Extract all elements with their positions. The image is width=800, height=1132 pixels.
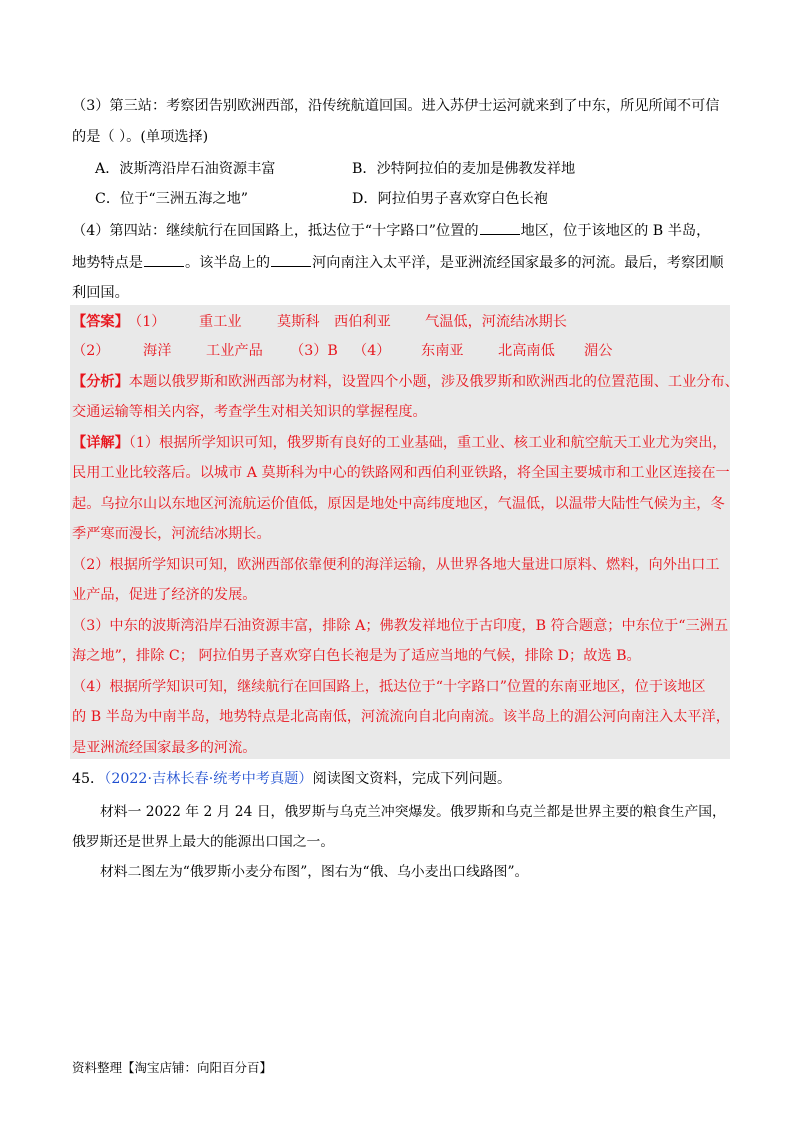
q3-option-b: B．沙特阿拉伯的麦加是佛教发祥地: [352, 161, 576, 177]
answer-item: 莫斯科: [277, 314, 320, 330]
answer-item: （2）: [72, 343, 110, 359]
detail-line: （4）根据所学知识可知，继续航行在回国路上，抵达位于“十字路口”位置的东南亚地区，位于该地区: [72, 679, 706, 695]
detail-line: 季严寒而漫长，河流结冰期长。: [72, 526, 271, 542]
answer-item: 海洋: [143, 343, 172, 359]
q3-stem-line1: （3）第三站：考察团告别欧洲西部，沿传统航道回国。进入苏伊士运河就来到了中东，所见所闻不可信: [72, 98, 720, 114]
question-source-link[interactable]: （2022·吉林长春·统考中考真题）: [104, 771, 313, 787]
detail-line: 起。乌拉尔山以东地区河流航运价值低，原因是地处中高纬度地区，气温低，以温带大陆性气候为主，冬: [72, 496, 725, 512]
q4-text: 地区，位于该地区的 B 半岛，: [520, 223, 711, 239]
detail-label: 【详解】: [72, 435, 129, 451]
answer-item: 工业产品: [206, 343, 263, 359]
answer-item: 西伯利亚: [334, 314, 391, 330]
answer-item: 北高南低: [498, 343, 555, 359]
material1-line2: 俄罗斯还是世界上最大的能源出口国之一。: [72, 834, 335, 850]
answer-item: （3）B: [290, 343, 338, 359]
material1-line1: 材料一 2022 年 2 月 24 日，俄罗斯与乌克兰冲突爆发。俄罗斯和乌克兰都是世界主要的粮食生产国，: [100, 804, 726, 820]
q45-heading: [72, 769, 732, 789]
analysis-label: 【分析】: [72, 374, 129, 390]
analysis-line2: 交通运输等相关内容，考查学生对相关知识的掌握程度。: [72, 404, 427, 420]
detail-line: （3）中东的波斯湾沿岸石油资源丰富，排除 A；佛教发祥地位于古印度，B 符合题意；中东位于“三洲五: [72, 618, 729, 634]
detail-line: 是亚洲流经国家最多的河流。: [72, 740, 257, 756]
answer-label: 【答案】: [72, 314, 129, 330]
q3-option-c: C．位于“三洲五海之地”: [95, 191, 249, 207]
answer-item: （4）: [353, 343, 391, 359]
answer-item: （1）: [128, 314, 166, 330]
detail-text: （1）根据所学知识可知，俄罗斯有良好的工业基础，重工业、核工业和航空航天工业尤为突出，: [128, 435, 727, 451]
detail-line: 海之地”，排除 C； 阿拉伯男子喜欢穿白色长袍是为了适应当地的气候，排除 D；故选 B。: [72, 648, 641, 664]
answer-blank: [271, 252, 311, 267]
answer-item: 湄公: [584, 343, 613, 359]
answer-item: 东南亚: [421, 343, 464, 359]
question-instruction: 阅读图文资料，完成下列问题。: [312, 771, 512, 787]
analysis-text: 本题以俄罗斯和欧洲西部为材料，设置四个小题，涉及俄罗斯和欧洲西北的位置范围、工业分布、: [128, 374, 739, 390]
answer-item: 重工业: [199, 314, 242, 330]
answer-blank: [144, 252, 184, 267]
q4-text: 河向南注入太平洋，是亚洲流经国家最多的河流。最后，考察团顺: [312, 255, 724, 271]
detail-line: 业产品，促进了经济的发展。: [72, 587, 257, 603]
material2-line: 材料二图左为“俄罗斯小麦分布图”，图右为“俄、乌小麦出口线路图”。: [100, 864, 529, 880]
answer-blank: [480, 220, 520, 235]
q4-text: 。该半岛上的: [184, 255, 271, 271]
analysis-line1: [72, 372, 739, 392]
answer-item: 气温低，河流结冰期长: [425, 314, 567, 330]
detail-line: （2）根据所学知识可知，欧洲西部依靠便利的海洋运输，从世界各地大量进口原料、燃料，向外出口工: [72, 557, 720, 573]
detail-line: 民用工业比较落后。以城市 A 莫斯科为中心的铁路网和西伯利亚铁路，将全国主要城市和工业区连接在一: [72, 465, 730, 481]
q3-option-d: D．阿拉伯男子喜欢穿白色长袍: [352, 191, 548, 207]
q3-option-a: A．波斯湾沿岸石油资源丰富: [95, 161, 276, 177]
q4-text: 地势特点是: [72, 255, 143, 271]
detail-line: 的 B 半岛为中南半岛，地势特点是北高南低，河流流向自北向南流。该半岛上的湄公河向南注入太平洋，: [72, 709, 730, 725]
q4-stem-line2: [72, 252, 732, 272]
question-number: 45．: [72, 771, 105, 787]
detail-line: [72, 433, 732, 453]
q4-stem-line3: 利回国。: [72, 285, 129, 301]
page-footer: 资料整理【淘宝店铺：向阳百分百】: [72, 1060, 273, 1075]
q4-text: （4）第四站：继续航行在回国路上，抵达位于“十字路口”位置的: [72, 223, 479, 239]
q4-stem-line1: [72, 220, 732, 240]
q3-stem-line2: 的是（ ）。(单项选择): [72, 129, 209, 145]
